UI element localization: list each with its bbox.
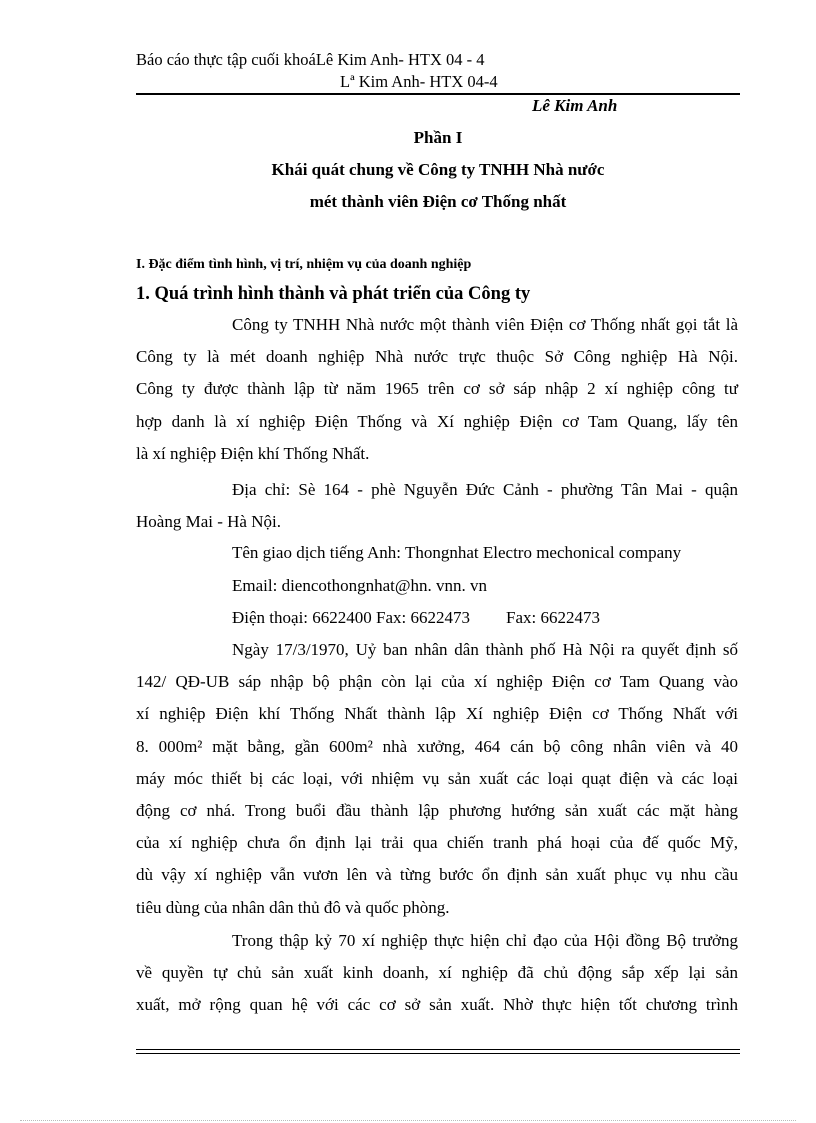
text-line: 8. 000m² mặt bằng, gần 600m² nhà xưởng, 464 cán bộ công nhân viên và 40 bbox=[136, 736, 738, 756]
part-title: Phần I bbox=[413, 128, 463, 147]
text-line: Công ty là mét doanh nghiệp Nhà nước trực thuộc Sở Công nghiệp Hà Nội. bbox=[136, 347, 738, 367]
footer-rule bbox=[136, 1049, 740, 1050]
text-line: tiêu dùng của nhân dân thủ đô và quốc phòng. bbox=[136, 897, 450, 917]
running-header: Báo cáo thực tập cuối khoáLê Kim Anh- HTX 04 - 4 bbox=[136, 50, 485, 69]
text-line: Công ty được thành lập từ năm 1965 trên cơ sở sáp nhập 2 xí nghiệp công tư bbox=[136, 379, 738, 399]
text-line bbox=[136, 602, 738, 634]
text-line: Ngày 17/3/1970, Uỷ ban nhân dân thành phố Hà Nội ra quyết định số bbox=[232, 640, 738, 659]
paragraph-phone bbox=[136, 602, 738, 634]
text-line: Công ty TNHH Nhà nước một thành viên Điện cơ Thống nhất gọi tắt là bbox=[232, 315, 738, 334]
text-line: Trong thập kỷ 70 xí nghiệp thực hiện chỉ đạo của Hội đồng Bộ trưởng bbox=[232, 931, 738, 950]
text-line: là xí nghiệp Điện khí Thống Nhất. bbox=[136, 443, 370, 463]
subsection-heading: 1. Quá trình hình thành và phát triển của Công ty bbox=[136, 284, 531, 304]
page-edge-dots bbox=[20, 1120, 796, 1121]
section-heading: I. Đặc điểm tình hình, vị trí, nhiệm vụ của doanh nghiệp bbox=[136, 257, 472, 272]
text-line: dù vậy xí nghiệp vẫn vươn lên và từng bước ổn định sản xuất phục vụ nhu cầu bbox=[136, 865, 738, 885]
text-line: của xí nghiệp chưa ổn định lại trải qua chiến tranh phá hoại của đế quốc Mỹ, bbox=[136, 833, 738, 853]
paragraph-email bbox=[136, 570, 738, 602]
chapter-title-line2: mét thành viên Điện cơ Thống nhất bbox=[309, 192, 567, 211]
text-line: 142/ QĐ-UB sáp nhập bộ phận còn lại của xí nghiệp Điện cơ Tam Quang vào bbox=[136, 672, 738, 692]
paragraph-seventies bbox=[136, 925, 738, 1022]
text-line: máy móc thiết bị các loại, với nhiệm vụ sản xuất các loại quạt điện và các loại bbox=[136, 768, 738, 788]
author-name: Lê Kim Anh bbox=[532, 96, 618, 115]
text-line: Email: diencothongnhat@hn. vnn. vn bbox=[232, 576, 488, 595]
fax-text: Fax: 6622473 bbox=[505, 608, 600, 627]
text-line: xuất, mở rộng quan hệ với các cơ sở sản xuất. Nhờ thực hiện tốt chương trình bbox=[136, 995, 738, 1015]
paragraph-address bbox=[136, 474, 738, 538]
paragraph-merger bbox=[136, 634, 738, 924]
chapter-title-line1: Khái quát chung về Công ty TNHH Nhà nước bbox=[271, 160, 605, 179]
header-rule bbox=[136, 93, 740, 95]
text-line: xí nghiệp Điện khí Thống Nhất thành lập Xí nghiệp Điện cơ Thống Nhất với bbox=[136, 704, 738, 724]
text-line: Tên giao dịch tiếng Anh: Thongnhat Electro mechonical company bbox=[232, 543, 682, 562]
text-line: động cơ nhá. Trong buổi đầu thành lập phương hướng sản xuất các mặt hàng bbox=[136, 800, 738, 820]
text-line: Hoàng Mai - Hà Nội. bbox=[136, 512, 281, 532]
text-line: Địa chỉ: Sè 164 - phè Nguyễn Đức Cảnh - phường Tân Mai - quận bbox=[232, 480, 738, 499]
footer-rule-double bbox=[136, 1053, 740, 1054]
paragraph-trade-name bbox=[136, 537, 738, 569]
running-header-secondary: Lª Kim Anh- HTX 04-4 bbox=[340, 72, 498, 91]
paragraph-history bbox=[136, 309, 738, 470]
text-line: hợp danh là xí nghiệp Điện Thống và Xí nghiệp Điện cơ Tam Quang, lấy tên bbox=[136, 411, 738, 431]
text-line: về quyền tự chủ sản xuất kinh doanh, xí nghiệp đã chủ động sắp xếp lại sản bbox=[136, 963, 738, 983]
phone-fax-text: Điện thoại: 6622400 Fax: 6622473 bbox=[232, 608, 470, 627]
